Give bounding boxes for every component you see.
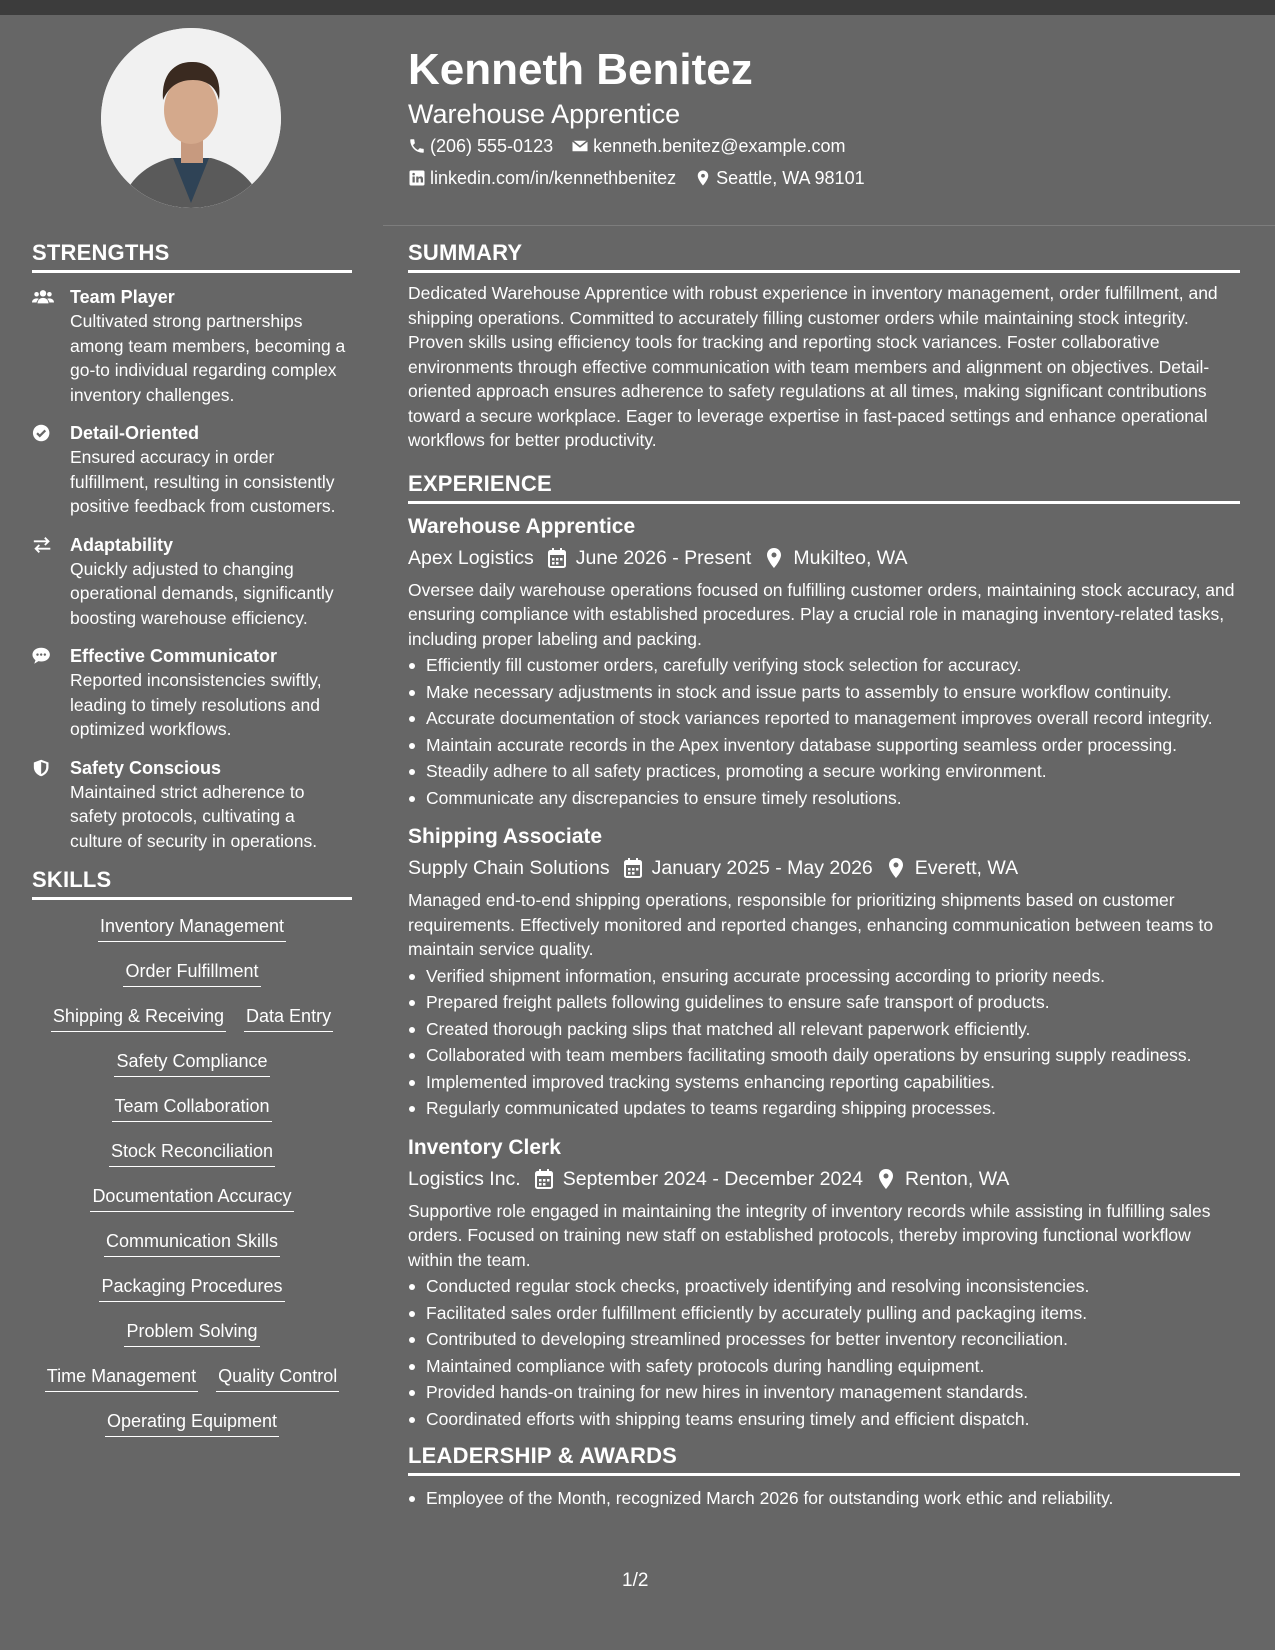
job-location: Everett, WA xyxy=(914,857,1019,879)
job-bullet: Collaborated with team members facilitating smooth daily operations by ensuring supply readiness. xyxy=(408,1043,1240,1068)
job-description: Managed end-to-end shipping operations, responsible for prioritizing shipments based on customer requirements. Effectively monitored and reported changes, enhancing communication between teams to maintain service quality. xyxy=(408,890,1214,959)
contact-line-2 xyxy=(408,162,1248,194)
skill-tag: Time Management xyxy=(45,1364,198,1392)
experience-heading: EXPERIENCE xyxy=(408,471,1240,504)
skill-tag: Packaging Procedures xyxy=(99,1274,284,1302)
job-title: Inventory Clerk xyxy=(408,1135,561,1159)
leadership-bullets xyxy=(408,1486,1240,1511)
job-location: Mukilteo, WA xyxy=(793,546,908,569)
contact-location xyxy=(694,162,864,194)
job-bullet: Implemented improved tracking systems enhancing reporting capabilities. xyxy=(408,1070,1240,1095)
job-bullet: Make necessary adjustments in stock and issue parts to assembly to ensure workflow continuity. xyxy=(408,680,1240,705)
job-bullet: Accurate documentation of stock variances reported to management improves overall record integrity. xyxy=(408,706,1240,731)
job-bullet: Regularly communicated updates to teams regarding shipping processes. xyxy=(408,1096,1240,1121)
job-meta xyxy=(408,852,1240,884)
job-bullet: Conducted regular stock checks, proactively identifying and resolving inconsistencies. xyxy=(408,1274,1240,1299)
job-bullet: Efficiently fill customer orders, carefully verifying stock selection for accuracy. xyxy=(408,653,1240,678)
skills-heading: SKILLS xyxy=(32,867,352,900)
candidate-name: Kenneth Benitez xyxy=(408,45,753,94)
leadership-section xyxy=(408,1443,1240,1511)
leadership-heading: LEADERSHIP & AWARDS xyxy=(408,1443,1240,1476)
skill-tag: Order Fulfillment xyxy=(123,959,260,987)
job-bullet: Facilitated sales order fulfillment efficiently by accurately pulling and packaging items. xyxy=(408,1301,1240,1326)
job-bullets xyxy=(408,1274,1240,1431)
top-bar xyxy=(0,0,1275,15)
map-pin-icon xyxy=(877,1169,895,1189)
job-title: Shipping Associate xyxy=(408,825,603,848)
map-pin-icon xyxy=(765,548,783,568)
strength-desc: Cultivated strong partnerships among team members, becoming a go-to individual regarding complex inventory challenges. xyxy=(70,311,346,405)
strength-item xyxy=(32,533,352,631)
strength-desc: Ensured accuracy in order fulfillment, resulting in consistently positive feedback from customers. xyxy=(70,447,336,516)
strength-item xyxy=(32,421,352,519)
job-meta xyxy=(408,1163,1240,1195)
job-bullet: Maintain accurate records in the Apex inventory database supporting seamless order processing. xyxy=(408,733,1240,758)
strength-title: Effective Communicator xyxy=(70,646,278,666)
skill-tag: Stock Reconciliation xyxy=(109,1139,275,1167)
map-pin-icon xyxy=(887,858,905,878)
email-text: kenneth.benitez@example.com xyxy=(593,136,846,156)
users-icon xyxy=(32,287,54,307)
job-description: Oversee daily warehouse operations focused on fulfilling customer orders, maintaining stock accuracy, and ensuring compliance with established procedures. Play a crucial role in managing inventory-related tasks, including proper labeling and packing. xyxy=(408,579,1235,649)
job-entry xyxy=(408,1133,1240,1432)
envelope-icon xyxy=(571,137,589,155)
contact-email[interactable] xyxy=(571,130,845,162)
job-bullet: Communicate any discrepancies to ensure timely resolutions. xyxy=(408,786,1240,811)
skill-tag: Problem Solving xyxy=(124,1319,259,1347)
job-bullet: Prepared freight pallets following guidelines to ensure safe transport of products. xyxy=(408,990,1240,1015)
strength-desc: Maintained strict adherence to safety protocols, cultivating a culture of security in operations. xyxy=(70,781,318,851)
calendar-icon xyxy=(535,1169,553,1189)
shield-icon xyxy=(32,758,54,778)
job-location: Renton, WA xyxy=(904,1167,1010,1190)
job-bullet: Created thorough packing slips that matched all relevant paperwork efficiently. xyxy=(408,1017,1240,1042)
comment-icon xyxy=(32,646,54,666)
strengths-heading: STRENGTHS xyxy=(32,240,352,273)
job-entry xyxy=(408,822,1240,1121)
job-bullets xyxy=(408,653,1240,810)
check-circle-icon xyxy=(32,423,54,443)
job-company: Apex Logistics xyxy=(408,546,534,569)
skill-tag: Shipping & Receiving xyxy=(51,1004,226,1032)
map-pin-icon xyxy=(694,169,712,187)
skill-tag: Documentation Accuracy xyxy=(90,1184,293,1212)
contact-phone[interactable] xyxy=(408,130,553,162)
strength-desc: Reported inconsistencies swiftly, leading to timely resolutions and optimized workflows. xyxy=(70,670,322,739)
calendar-icon xyxy=(624,858,642,878)
skill-tag: Safety Compliance xyxy=(114,1049,269,1077)
contact-line-1 xyxy=(408,130,1248,162)
job-dates: September 2024 - December 2024 xyxy=(562,1167,863,1190)
page-number: 1/2 xyxy=(622,1570,649,1591)
linkedin-icon xyxy=(408,169,426,187)
skill-tag: Quality Control xyxy=(216,1364,339,1392)
strength-item xyxy=(32,644,352,742)
summary-heading: SUMMARY xyxy=(408,240,1240,273)
header-divider xyxy=(383,225,1275,226)
summary-text: Dedicated Warehouse Apprentice with robust experience in inventory management, order fulfillment, and shipping operations. Committed to accurately filling customer orders while maintaining stock integrity. Proven skills using efficiency tools for tracking and reporting stock variances. Foster collaborative environments through effective communication with team members and alignment on objectives. Detail-oriented approach ensures adherence to safety regulations at all times, making significant contributions toward a secure workplace. Eager to leverage expertise in fast-paced settings and enhance operational workflows for better productivity. xyxy=(408,283,1218,450)
strength-desc: Quickly adjusted to changing operational demands, significantly boosting warehouse efficiency. xyxy=(70,558,334,628)
resume-header xyxy=(408,42,1248,194)
right-column xyxy=(408,240,1240,1511)
strength-title: Adaptability xyxy=(70,534,174,555)
phone-icon xyxy=(408,137,426,155)
strength-title: Team Player xyxy=(70,287,175,307)
skill-tag: Data Entry xyxy=(244,1004,333,1032)
job-bullet: Provided hands-on training for new hires in inventory management standards. xyxy=(408,1380,1240,1405)
exchange-icon xyxy=(32,535,54,555)
calendar-icon xyxy=(548,548,566,568)
award-bullet: Employee of the Month, recognized March 2026 for outstanding work ethic and reliability. xyxy=(408,1486,1240,1511)
job-bullet: Maintained compliance with safety protocols during handling equipment. xyxy=(408,1354,1240,1379)
skill-tag: Operating Equipment xyxy=(105,1409,279,1437)
phone-text: (206) 555-0123 xyxy=(430,136,554,156)
skill-tag: Inventory Management xyxy=(98,914,286,942)
linkedin-text: linkedin.com/in/kennethbenitez xyxy=(430,168,677,188)
job-company: Logistics Inc. xyxy=(408,1167,521,1190)
candidate-title: Warehouse Apprentice xyxy=(408,99,681,129)
job-dates: June 2026 - Present xyxy=(575,546,752,569)
job-company: Supply Chain Solutions xyxy=(408,857,610,879)
job-dates: January 2025 - May 2026 xyxy=(651,857,873,879)
skills-section xyxy=(32,867,352,1446)
contact-linkedin[interactable] xyxy=(408,162,676,194)
job-meta xyxy=(408,542,1240,574)
strength-item xyxy=(32,285,352,407)
job-entry xyxy=(408,512,1240,811)
skill-tag: Team Collaboration xyxy=(112,1094,271,1122)
job-description: Supportive role engaged in maintaining the integrity of inventory records while assisting in fulfilling sales orders. Focused on training new staff on established protocols, thereby improving functional workflow within the team. xyxy=(408,1200,1211,1270)
location-text: Seattle, WA 98101 xyxy=(716,168,865,188)
profile-photo xyxy=(101,28,281,208)
job-bullets xyxy=(408,964,1240,1121)
job-bullet: Contributed to developing streamlined processes for better inventory reconciliation. xyxy=(408,1327,1240,1352)
job-bullet: Coordinated efforts with shipping teams ensuring timely and efficient dispatch. xyxy=(408,1407,1240,1432)
job-bullet: Steadily adhere to all safety practices, promoting a secure working environment. xyxy=(408,759,1240,784)
skill-tag: Communication Skills xyxy=(104,1229,280,1257)
job-bullet: Verified shipment information, ensuring accurate processing according to priority needs. xyxy=(408,964,1240,989)
job-title: Warehouse Apprentice xyxy=(408,514,636,538)
strength-title: Safety Conscious xyxy=(70,757,222,778)
left-column xyxy=(32,240,352,1446)
strength-title: Detail-Oriented xyxy=(70,423,200,443)
strength-item xyxy=(32,756,352,854)
